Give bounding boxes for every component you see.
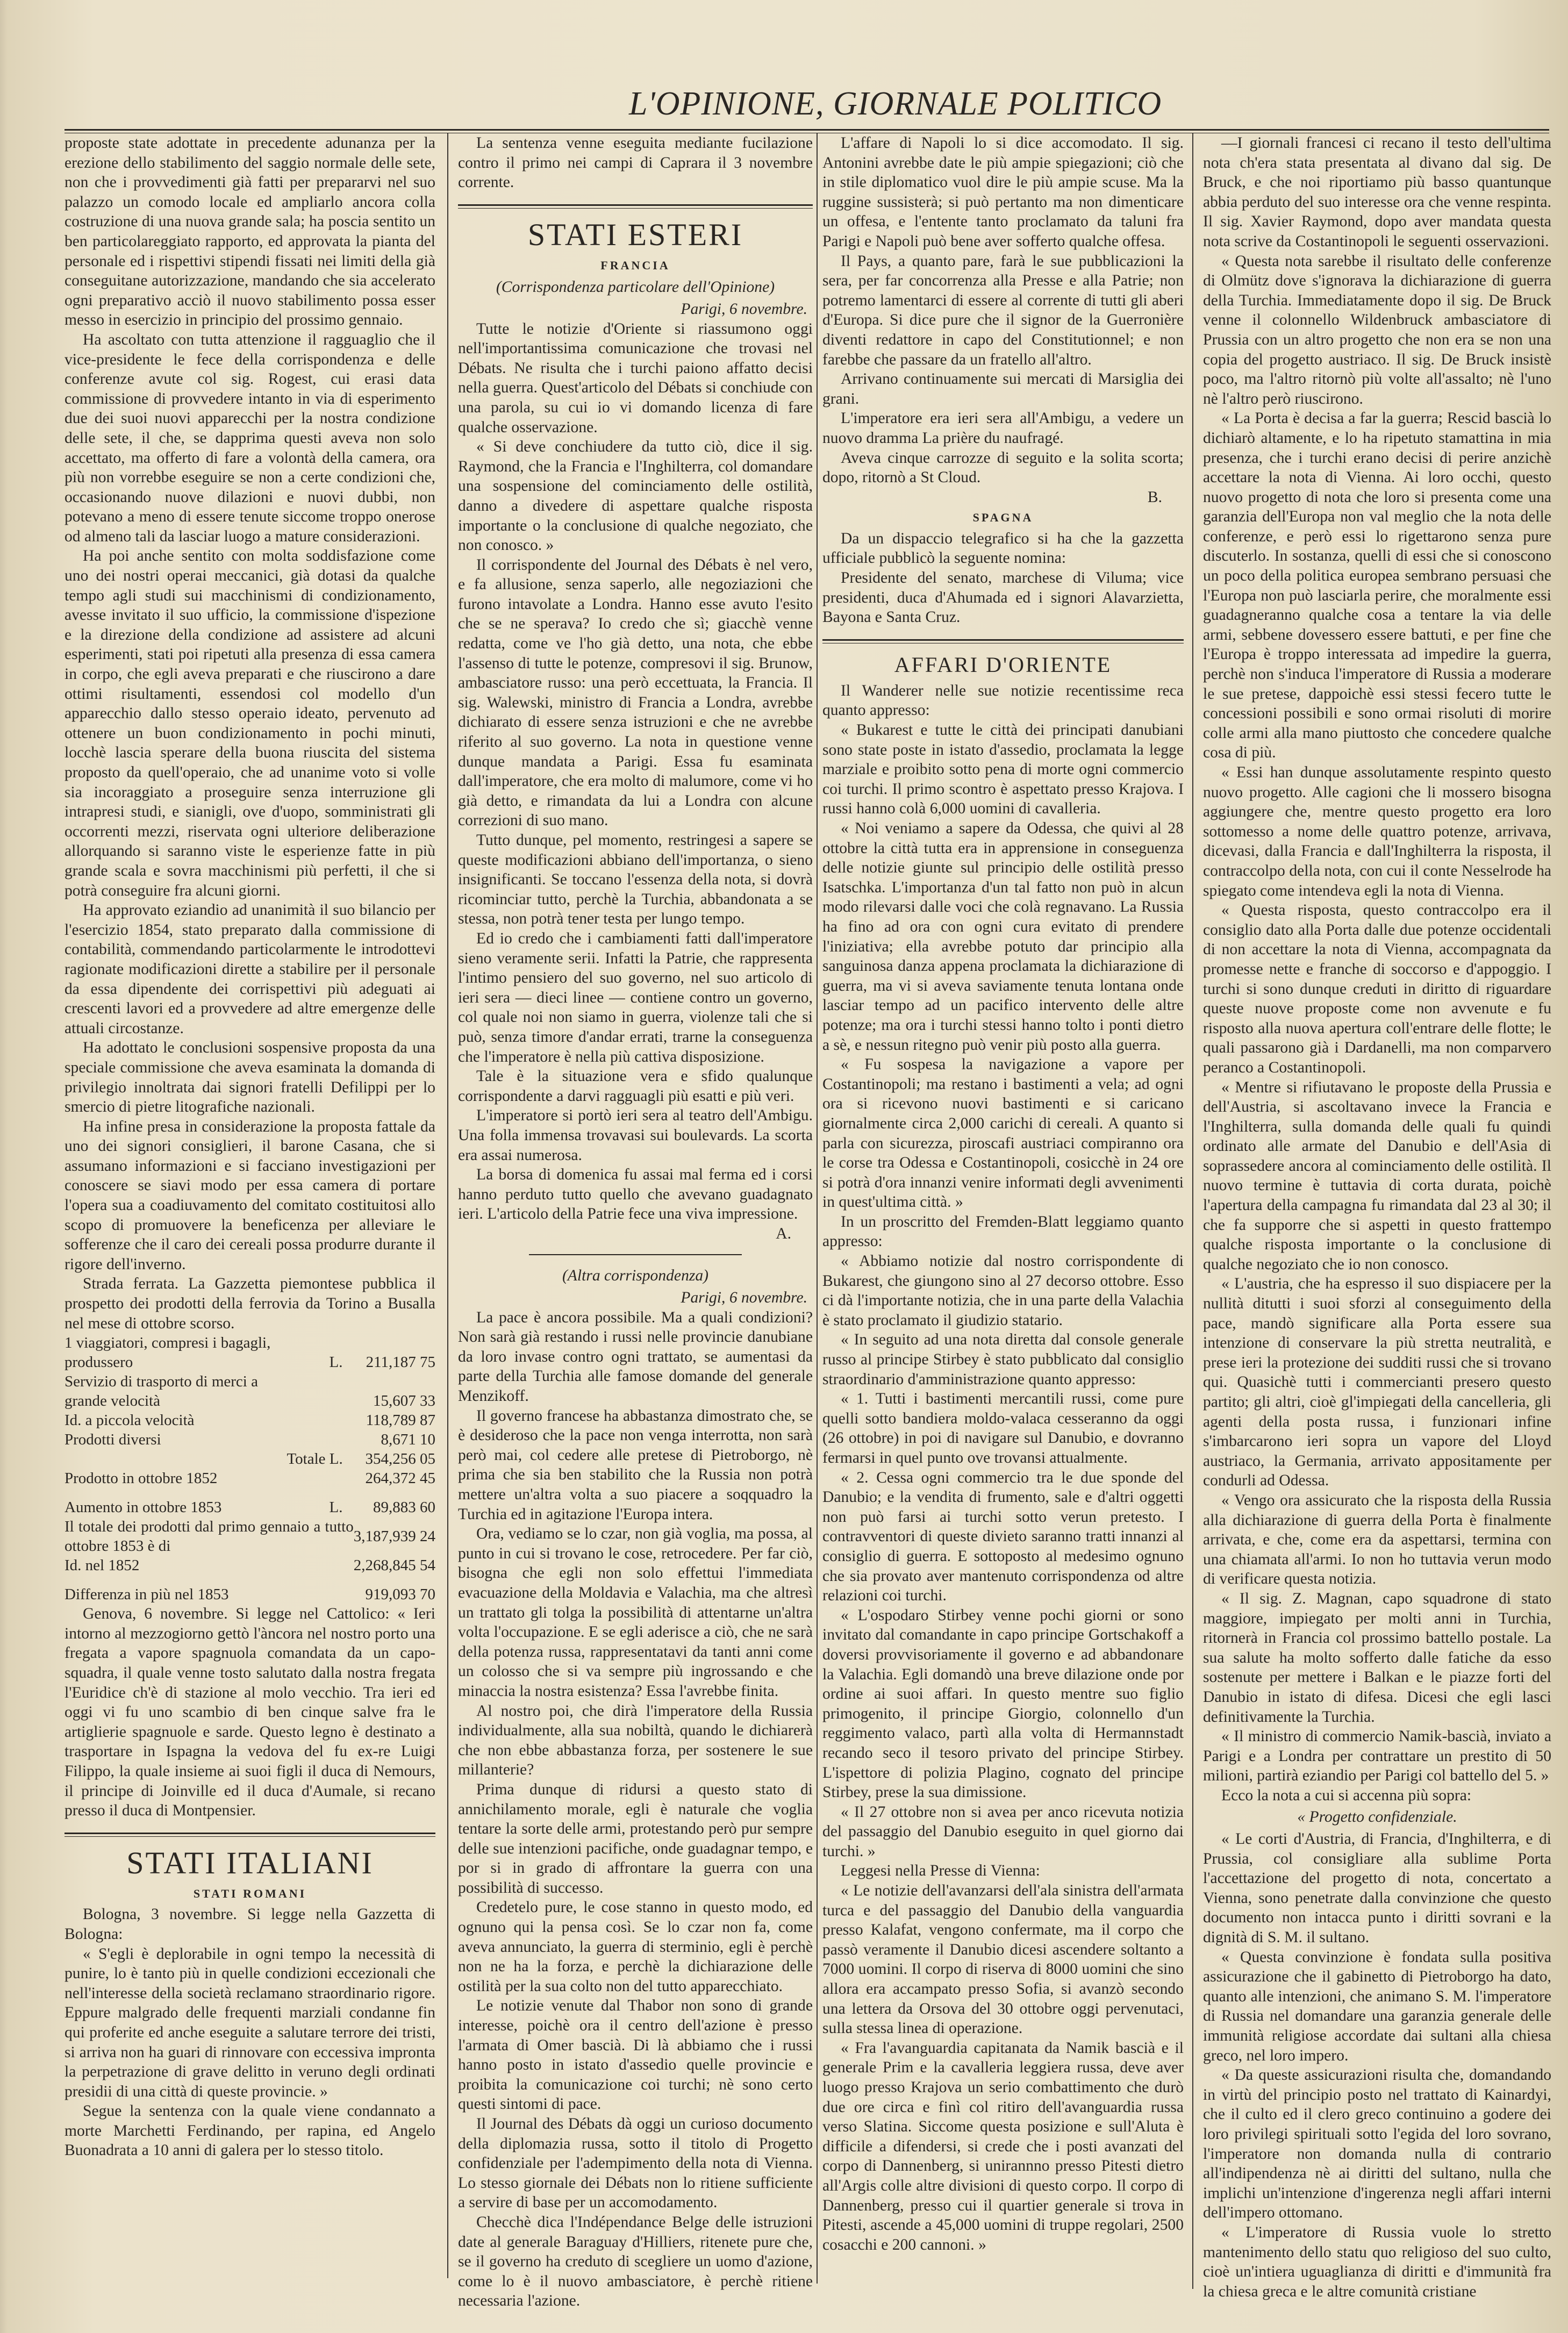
col4-paragraph: « Essi han dunque assolutamente respinto questo nuovo progetto. Alle cagioni che li mossero bisogna aggiungere che, mentre questo progetto era loro sottomesso a nome delle quattro potenze, arrivava, dicevasi, dalla Francia e dall'Inghilterra la risposta, il contraccolpo della nota, con cui il conte Nesselrode ha spiegato come intendeva egli la nota di Vienna. [1203, 764, 1551, 899]
col4-paragraph: « L'austria, che ha espresso il suo dispiacere per la nullità ditutti i suoi sforzi al conseguimento della pace, mandò significare alla Porta essere sua intenzione di conservare la più stretta neutralità, e prese ieri la protezione dei sudditi russi che si trovano qui. Quasichè tutti i commercianti presero questo partito; gli altri, cioè gl'impiegati della cancelleria, gli agenti della posta russa, i funzionari infine s'imbarcarono ieri sopra un vapore del Lloyd austriaco, la Germania, arrivato appositamente per condurli ad Odessa. [1203, 1275, 1551, 1490]
col3-paragraph: Leggesi nella Presse di Vienna: [841, 1862, 1040, 1880]
col4-paragraph: « Mentre si rifiutavano le proposte della Prussia e dell'Austria, si ascoltavano invece la Francia e l'Inghilterra, sulla domanda delle quali fu quindi ordinato alle armate del Danubio e dell'Asia di soprassedere ancora al cominciamento delle ostilità. Il nuovo termine è tuttavia di corta durata, poichè l'apertura della campagna fu rimandata dal 23 al 30; il che fa supporre che si aspetti in questo frattempo qualche risposta importante o la conclusione di qualche negoziato che io non conosco. [1203, 1078, 1551, 1273]
col1-paragraph: « S'egli è deplorabile in ogni tempo la necessità di punire, lo è tanto più in quelle condizioni eccezionali che nell'interesse della società reclamano straordinario rigore. Eppure malgrado delle frequenti marziali condanne fin qui proferite ed anche eseguite a salutare terrore dei tristi, si arriva non ha guari di rinnovare con eccessiva impronta la perpetrazione di grave delitto in veruno degli ordinati presidii di una città di queste provincie. » [65, 1945, 435, 2100]
subsection-heading: FRANCIA [600, 258, 670, 272]
col4-paragraph: « Da queste assicurazioni risulta che, domandando in virtù del principio posto nel trattato di Kainardyi, che il culto ed il clero greco continuino a godere dei loro privilegi spirituali sotto l'egida del loro sovrano, l'imperatore non domanda nulla di contrario all'indipendenza nè ai diritti del sultano, nulla che implichi un'intenzione d'ingerenza negli affari interni dell'impero ottomano. [1203, 2066, 1551, 2222]
column-2 [458, 133, 813, 2310]
col4-paragraph: « Il ministro di commercio Namik-bascià, inviato a Parigi e a Londra per contrattare un prestito di 50 milioni, partirà eziandio per Parigi col battello del 5. » [1203, 1728, 1551, 1785]
col3-paragraph: « Fu sospesa la navigazione a vapore per Costantinopoli; ma restano i bastimenti a vela; ad ogni ora si ricevono nuovi bastimenti e si caricano giornalmente circa 2,000 carichi di cereali. A quanto si parla con sicurezza, piroscafi austriaci compiranno ora le corse tra Odessa e Costantinopoli, cosicchè in 24 ore si potrà d'ora innanzi venire informati degli avvenimenti in quest'ultima città. » [822, 1056, 1184, 1211]
stats-value: 211,187 75 [366, 1354, 435, 1371]
col2-paragraph: « Si deve conchiudere da tutto ciò, dice il sig. Raymond, che la Francia e l'Inghilterra, col domandare una sospensione del cominciamento delle ostilità, danno a divedere di aspettare qualche risposta importante o la conclusione di qualche negoziato, che non conosco. » [458, 438, 813, 554]
col2-paragraph: Al nostro poi, che dirà l'imperatore della Russia individualmente, alla sua nobiltà, quando le dichiarerà che non ebbe abbastanza forza, per sostenere le sue millanterie? [458, 1702, 813, 1779]
col3-paragraph: « 2. Cessa ogni commercio tra le due sponde del Danubio; e la vendita di frumento, sale e d'altri oggetti non può farsi ai turchi sotto verun pretesto. I contravventori di queste divieto saranno tratti innanzi al consiglio di guerra. E sottoposto al medesimo ognuno che sia provato aver mantenuto corrispondenza od altre relazioni coi turchi. [822, 1469, 1184, 1605]
column-divider [817, 133, 818, 2284]
table-row [65, 1430, 435, 1449]
col4-paragraph: « La Porta è decisa a far la guerra; Rescid bascià lo dichiarò altamente, e lo ha ripetuto stamattina in mia presenza, che i turchi erano decisi di perire anzichè accettare la nota di Vienna. Ai loro occhi, questo nuovo progetto di nota che loro si presenta come una garanzia dell'Europa non val meglio che la nota delle conferenze, e però essi lo rigettarono senza pure discuterlo. In sostanza, quelli di essi che si conoscono un poco della politica europea sembrano persuasi che l'Europa non può lasciarla perire, che moralmente essi guadagneranno qualche cosa a tentare la via delle armi, sebbene dovessero essere battuti, e per fine che l'Europa è troppo interessata ad impedire la guerra, perchè non s'induca l'imperatore di Russia a moderare le sue pretese, dappoichè essi stessi fecero tutte le concessioni possibili e sono ormai risoluti di morire colle armi alla mano piuttosto che concedere qualche cosa di più. [1203, 410, 1551, 762]
col2-paragraph: Tutto dunque, pel momento, restringesi a sapere se queste modificazioni abbiano dell'importanza, o sieno insignificanti. Se toccano l'essenza della nota, si dovrà ricominciar tutto, perchè la Turchia, abbandonata a se stessa, non potrà tener testa per lungo tempo. [458, 832, 813, 928]
column-divider [447, 133, 448, 2278]
col3-paragraph: L'imperatore era ieri sera all'Ambigu, a vedere un nuovo dramma La prière du naufragé. [822, 410, 1184, 447]
col3-paragraph: « Bukarest e tutte le città dei principati danubiani sono state poste in istato d'assedio, proclamata la legge marziale e proibito sotto pena di morte ogni commercio coi turchi. Il primo scontro è aspettato presso Krajova. I russi hanno colà 6,000 uomini di cavalleria. [822, 721, 1184, 818]
col2-paragraph: Il governo francese ha abbastanza dimostrato che, se è desideroso che la pace non venga interrotta, non sarà però mai, col cedere alle pretese di Pietroborgo, nè prima che sia ben stabilito che la Russia non potrà mettere un'altra volta a suo piacere a soqquadro la Turchia ed in agitazione l'Europa intera. [458, 1407, 813, 1523]
stats-label: Id. nel 1852 [65, 1557, 140, 1575]
col2-paragraph: La borsa di domenica fu assai mal ferma ed i corsi hanno perduto tutto quello che avevano guadagnato ieri. L'articolo della Patrie fece una viva impressione. [458, 1166, 813, 1223]
col3-paragraph: L'affare di Napoli lo si dice accomodato. Il sig. Antonini avrebbe date le più ampie spiegazioni; ciò che in stile diplomatico vuol dire le più ampie scuse. Ma la ruggine sussisterà; si può pertanto ma non dimenticare un offesa, e l'entente tanto proclamato da taluni fra Parigi e Napoli può bene aver sofferto qualche offesa. [822, 134, 1184, 250]
progetto-heading: « Progetto confidenziale. [1297, 1808, 1457, 1826]
stats-value: 15,607 33 [373, 1392, 435, 1410]
col1-paragraph: Segue la sentenza con la quale viene condannato a morte Marchetti Ferdinando, per rapina, ed Angelo Buonadrata a 10 anni di galera per lo stesso titolo. [65, 2102, 435, 2159]
genova-paragraph: Genova, 6 novembre. Si legge nel Cattolico: « Ieri intorno al mezzogiorno gettò l'àncora nel nostro porto una fregata a vapore spagnuola comandata da un capo-squadra, il quale venne tosto salutato dalla nostra fregata l'Euridice ch'è di stazione al molo vecchio. Tra ieri ed oggi vi fu uno scambio di ben cinque salve fra le artiglierie spagnuole e sarde. Questo legno è destinato a trasportare in Ispagna la vedova del fu ex-re Luigi Filippo, la quale insieme ai suoi figli il duca di Nemours, il principe di Joinville ed il duca d'Aumale, si recano presso il duca di Montpensier. [65, 1605, 435, 1820]
stats-label: Totale L. [287, 1450, 343, 1468]
col2-paragraph: Ed io credo che i cambiamenti fatti dall'imperatore sieno veramente serii. Infatti la Patrie, che rappresenta l'intimo pensiero del suo governo, nel suo articolo di ieri sera — dieci linee — contiene contro un governo, col quale noi non siamo in guerra, violenze tali che si può, senza timore d'andar errati, trarne la conseguenza che l'imperatore è nella più cattiva disposizione. [458, 929, 813, 1065]
col4-paragraph: « Vengo ora assicurato che la risposta della Russia alla dichiarazione di guerra della Porta è finalmente arrivata, e che, come era da aspettarsi, termina con una chiamata all'armi. Io non ho tuttavia verun modo di verificare questa notizia. [1203, 1491, 1551, 1588]
stats-unit: L. [329, 1354, 343, 1371]
table-row [65, 1575, 435, 1585]
col3-paragraph: « Le notizie dell'avanzarsi dell'ala sinistra dell'armata turca e del passaggio del Danubio della vanguardia presso Kalafat, vengono confermate, ma il corpo che passò veramente il Danubio dicesi ascendere soltanto a 7000 uomini. Il corpo di riserva di 8000 uomini che sino allora era accampato presso Sofia, si avanzò secondo una lettera da Orsova del 30 ottobre oggi pervenutaci, sulla stessa linea di operazione. [822, 1882, 1184, 2037]
dateline: Parigi, 6 novembre. [681, 300, 807, 318]
stats-value: 89,883 60 [373, 1499, 435, 1516]
stats-value: 118,789 87 [366, 1412, 435, 1429]
stats-value: 354,256 05 [365, 1450, 435, 1468]
stats-value: 8,671 10 [381, 1431, 435, 1449]
col2-paragraph: La pace è ancora possibile. Ma a quali condizioni? Non sarà già restando i russi nelle provincie danubiane da loro invase contro ogni trattato, se aumentasi da parte della Turchia alle famose domande del generale Menzikoff. [458, 1308, 813, 1405]
stats-label: produssero [65, 1354, 133, 1371]
col3-paragraph: Da un dispaccio telegrafico si ha che la gazzetta ufficiale pubblicò la seguente nomina: [822, 529, 1184, 567]
col2-paragraph: Prima dunque di ridursi a questo stato di annichilamento morale, egli è naturale che voglia tentare la sorte delle armi, protestando però pur sempre delle sue intenzioni pacifiche, onde guadagnar tempo, e por si in grado di affrontare la guerra con una possibilità di successo. [458, 1780, 813, 1897]
col1-paragraph: Ha ascoltato con tutta attenzione il ragguaglio che il vice-presidente le fece della corrispondenza e delle conferenze avute col sig. Rogest, cui erasi data commissione di provvedere intanto in via di esperimento due dei suoi nuovi apparecchi per la nostra condizione delle sete, il che, se dapprima questi aveva non solo accettato, ma offerto di fare a volontà della camera, ora più non vorrebbe eseguire se non a certe condizioni che, occasionando nuove dilazioni e nuovi dubbi, non potevano a meno di essere tenute siccome troppo onerose od almeno tali da lasciar luogo a mature considerazioni. [65, 331, 435, 545]
section-rule [458, 204, 813, 209]
col3-paragraph: Arrivano continuamente sui mercati di Marsiglia dei grani. [822, 370, 1184, 407]
stats-label: Prodotto in ottobre 1852 [65, 1470, 218, 1487]
col1-paragraph: Bologna, 3 novembre. Si legge nella Gazzetta di Bologna: [65, 1906, 435, 1943]
table-row [65, 1391, 435, 1411]
stats-label: Prodotti diversi [65, 1431, 161, 1449]
col3-paragraph: « 1. Tutti i bastimenti mercantili russi, come pure quelli sotto bandiera moldo-valaca cesseranno da oggi (26 ottobre) in poi di navigare sul Danubio, e dovranno fermarsi in quel punto ove trovansi attualmente. [822, 1390, 1184, 1466]
table-row [65, 1556, 435, 1575]
stats-label: Aumento in ottobre 1853 [65, 1499, 222, 1516]
col2-paragraph: L'imperatore si portò ieri sera al teatro dell'Ambigu. Una folla immensa trovavasi sui boulevards. La scorta era assai numerosa. [458, 1107, 813, 1164]
col4-paragraph: « Le corti d'Austria, di Francia, d'Inghilterra, e di Prussia, col consigliare alla sublime Porta l'accettazione del progetto di nota, concertato a Vienna, sono penetrate dalla convinzione che questo documento non intacca punto i diritti sovrani e la dignità di S. M. il sultano. [1203, 1830, 1551, 1946]
col2-paragraph: Tale è la situazione vera e sfido qualunque corrispondente a darvi ragguagli più esatti e più veri. [458, 1068, 813, 1105]
subsection-heading: STATI ROMANI [193, 1886, 307, 1900]
table-row [65, 1469, 435, 1488]
stats-label: 1 viaggiatori, compresi i bagagli, [65, 1334, 271, 1352]
col3-paragraph: « Noi veniamo a sapere da Odessa, che quivi al 28 ottobre la città tutta era in apprensione in conseguenza delle notizie giunte sul principio delle ostilità presso Isatschka. L'importanza d'un tal fatto non può in alcun modo rilevarsi dalle voci che colà regnavano. La Russia ha fino ad ora con ogni cura evitato di prendere l'iniziativa; ella avrebbe potuto dar principio alla sanguinosa danza appena proclamata la dichiarazione di guerra, ma vi si aveva saviamente tenuta lontana onde lasciar tempo ad un pacifico intervento delle altre potenze; ma ora i turchi stessi hanno tolto i ponti dietro a sè, e nessun ritegno può venir più posto alla guerra. [822, 820, 1184, 1054]
stats-value: 2,268,845 54 [353, 1557, 435, 1575]
column-4 [1203, 133, 1551, 2300]
column-3 [822, 133, 1184, 2289]
col3-paragraph: « In seguito ad una nota diretta dal console generale russo al principe Stirbey è stato pubblicato dal consiglio straordinario d'amministrazione quanto appresso: [822, 1331, 1184, 1388]
col3-paragraph: « Abbiamo notizie dal nostro corrispondente di Bukarest, che giungono sino al 27 decorso ottobre. Esso ci dà l'importante notizia, che in una parte della Valachia è stato proclamato il giudizio statario. [822, 1253, 1184, 1329]
stats-label: grande velocità [65, 1392, 160, 1410]
col3-paragraph: Aveva cinque carrozze di seguito e la solita scorta; dopo, ritornò a St Cloud. [822, 449, 1184, 486]
col3-paragraph: In un proscritto del Fremden-Blatt leggiamo quanto appresso: [822, 1213, 1184, 1250]
col2-paragraph: Tutte le notizie d'Oriente si riassumono oggi nell'importantissima comunicazione che trovasi nel Débats. Ne risulta che i turchi paiono affatto decisi nella guerra. Quest'articolo del Débats si conchiude con una parola, su cui io vi domando licenza di fare qualche osservazione. [458, 320, 813, 436]
page-shadow-left [0, 0, 8, 2333]
stats-label: Differenza in più nel 1853 [65, 1586, 229, 1604]
stats-label: Il totale dei prodotti dal primo gennaio a tutto ottobre 1853 è di [65, 1518, 354, 1555]
railway-stats-table [65, 1333, 435, 1604]
col4-paragraph: Ecco la nota a cui si accenna più sopra: [1221, 1786, 1472, 1804]
col2-paragraph: La sentenza venne eseguita mediante fucilazione contro il primo nei campi di Caprara il 3 novembre corrente. [458, 134, 813, 191]
section-rule [822, 639, 1184, 643]
col3-paragraph: « Fra l'avanguardia capitanata da Namik bascià e il generale Prim e la cavalleria leggiera russa, deve aver luogo presso Krajova un serio combattimento che durò due ore circa e finì col ritiro dell'avanguardia russa verso Slatina. Siccome questa posizione e sull'Aluta è difficile a difendersi, si crede che i posti avanzati del corpo di Dannenberg, si unirannno presso Pitesti dietro all'Argis colle altre divisioni di questo corpo. Il corpo di Dannenberg, presso cui il quartier generale si trova in Pitesti, ascende a 45,000 uomini di truppe regolari, 2500 cosacchi e 200 cannoni. » [822, 2039, 1184, 2253]
railway-intro: Strada ferrata. La Gazzetta piemontese pubblica il prospetto dei prodotti della ferrovia da Torino a Busalla nel mese di ottobre scorso. [65, 1275, 435, 1332]
col2-paragraph: Le notizie venute dal Thabor non sono di grande interesse, poichè ora il centro dell'azione è presso l'armata di Omer bascià. Di là abbiamo che i russi hanno posto in istato d'assedio quelle provincie e proibita la comunicazione coi turchi; nè sono certo questi sintomi di pace. [458, 1997, 813, 2113]
col4-paragraph: « Questa risposta, questo contraccolpo era il consiglio dato alla Porta dalle due potenze occidentali di non accettare la nota di Vienna, accompagnata da promesse nette e franche di soccorso e d'appoggio. I turchi si sono dunque creduti in diritto di riguardare queste nuove proposte come non avvenute e fu risposto alla nuova apertura coll'entrare delle flotte; le quali passarono già i Dardanelli, ma non comparvero peranco a Costantinopoli. [1203, 901, 1551, 1076]
col2-paragraph: Ora, vediamo se lo czar, non già voglia, ma possa, al punto in cui si trovano le cose, retrocedere. Per far ciò, bisogna che egli non solo effettui l'immediata evacuazione della Moldavia e Valachia, ma che altresì un trattato gli tolga la possibilità di attentarne un'altra volta l'occupazione. E se egli aderisce a ciò, che ne sarà della potenza russa, rappresentatavi da tanti anni come un colosso che si va sempre più ingrossando e che minaccia la nostra esistenza? Essa l'avrebbe finita. [458, 1525, 813, 1700]
col3-paragraph: Presidente del senato, marchese di Viluma; vice presidenti, duca d'Ahumada ed i signori Alavarzietta, Bayona e Santa Cruz. [822, 569, 1184, 626]
section-heading: STATI ESTERI [527, 217, 743, 252]
col4-paragraph: —I giornali francesi ci recano il testo dell'ultima nota ch'era stata presentata al divano dal sig. De Bruck, e che noi riportiamo più basso quantunque abbia perduto del suo interesse ora che venne respinta. Il sig. Xavier Raymond, dopo aver mandata questa nota scrive da Costantinopoli le seguenti osservazioni. [1203, 134, 1551, 250]
section-heading: STATI ITALIANI [126, 1845, 374, 1880]
stats-value: 264,372 45 [365, 1470, 435, 1487]
table-row [65, 1585, 435, 1604]
table-row [65, 1498, 435, 1517]
table-row [65, 1352, 435, 1372]
col4-paragraph: « L'imperatore di Russia vuole lo stretto mantenimento dello statu quo religioso del suo culto, cioè un'intiera uguaglianza di diritti e d'immunità fra la chiesa greca e le altre comunità cristiane [1203, 2223, 1551, 2300]
col1-paragraph: proposte state adottate in precedente adunanza per la erezione dello stabilimento del saggio normale delle sete, non che i provvedimenti già fatti per prepararvi nel suo palazzo un comodo locale ed ampliarlo ancora colla costruzione di una nuova grande sala; ha poscia sentito un ben particolareggiato rapporto, ed approvata la pianta del personale ed i rispettivi stipendi fissati nei limiti della già conseguitane autorizzazione, mandando che sia accelerato ogni preparativo acciò il nuovo stabilimento possa esser messo in esercizio in principio del prossimo gennaio. [65, 134, 435, 329]
stats-label: Servizio di trasporto di merci a [65, 1373, 258, 1391]
section-heading: AFFARI D'ORIENTE [894, 652, 1112, 677]
masthead-title: L'OPINIONE, GIORNALE POLITICO [629, 85, 1162, 122]
stats-value: 3,187,939 24 [353, 1528, 435, 1545]
col1-paragraph: Ha infine presa in considerazione la proposta fattale da uno dei signori consiglieri, il barone Casana, che si assumano informazioni e si facciano investigazioni per conoscere se siavi modo per essa camera di portare l'opera sua a coadiuvamento del comitato costituitosi allo scopo di promuovere la beneficenza per alleviare le sofferenze che il caro dei cereali possa produrre durante il rigore dell'inverno. [65, 1118, 435, 1273]
subsection-heading: SPAGNA [972, 511, 1034, 525]
table-row [65, 1333, 435, 1352]
col3-paragraph: « Il 27 ottobre non si avea per anco ricevuta notizia del passaggio del Danubio eseguito in quel giorno dai turchi. » [822, 1803, 1184, 1860]
signature: B. [1147, 488, 1162, 506]
col2-paragraph: Il corrispondente del Journal des Débats è nel vero, e fa allusione, senza saperlo, alle negoziazioni che furono intavolate a Londra. Hanno esse avuto l'esito che se ne sperava? Io credo che sì; giacchè venne redatta, come ve l'ho già detto, una nota, che ebbe l'assenso di tutte le potenze, compresovi il sig. Brunow, ambasciatore russo: una però eccettuata, la Francia. Il sig. Walewski, ministro di Francia a Londra, avrebbe dichiarato di essere senza istruzioni e che ne avrebbe riferito al suo governo. La nota in questione venne dunque mandata a Parigi. Essa fu esaminata dall'imperatore, che era molto di malumore, come vi ho già detto, e rimandata da lui a Londra con alcune correzioni di suo mano. [458, 556, 813, 829]
col2-paragraph: Checchè dica l'Indépendance Belge delle istruzioni date al generale Baraguay d'Hilliers, ritenete pure che, se il governo ha creduto di scegliere un uomo d'azione, come lo è il nuovo ambasciatore, è perchè ritiene necessaria l'azione. [458, 2213, 813, 2310]
col1-paragraph: Ha adottato le conclusioni sospensive proposta da una speciale commissione che aveva esaminata la domanda di privilegio innoltrata dai signori fratelli Defilippi per lo smercio di pietre litografiche nazionali. [65, 1039, 435, 1116]
stats-label: Id. a piccola velocità [65, 1412, 195, 1429]
section-rule [65, 1833, 435, 1837]
col1-paragraph: Ha poi anche sentito con molta soddisfazione come uno dei nostri operai meccanici, già dotasi da qualche tempo agli studi sui macchinismi di condizionamento, avesse invitato il suo ufficio, la commissione d'ispezione e la direzione della condizione ad assistere ad alcuni esperimenti, stati poi ripetuti alla presenza di essa camera in corpo, che egli aveva preparati e che riuscirono a dare ottimi risultamenti, essendosi col modello d'un apparecchio dallo stesso operaio ideato, pervenuto ad ottenere un buon condizionamento in pochi minuti, locchè lascia sperare della buona riuscita del sistema proposto da quell'operaio, che ad unanime voto si volle sia incoraggiato a proseguire senza interruzione gli intrapresi studi, e sianigli, ove d'uopo, somministrati gli occorrenti mezzi, riservata ogni ulteriore deliberazione allorquando si saranno viste le esperienze fatte in più grande scala e sovra macchinismi più perfetti, il che si potrà conseguire fra alcuni giorni. [65, 547, 435, 899]
correspondence-note: (Altra corrispondenza) [562, 1267, 709, 1285]
table-row [65, 1488, 435, 1498]
table-row [65, 1449, 435, 1469]
divider [529, 1254, 742, 1255]
col2-paragraph: Credetelo pure, le cose stanno in questo modo, ed ognuno qui la pensa così. Se lo czar non fa, come aveva annunciato, la guerra di sterminio, egli è perchè non ne ha la forza, e perchè la dichiarazione delle ostilità per la sua colto non del tutto apparecchiato. [458, 1899, 813, 1995]
col4-paragraph: « Questa nota sarebbe il risultato delle conferenze di Olmütz dove s'ignorava la dichiarazione di guerra della Turchia. Immediatamente dopo il sig. De Bruck venne il colonnello Wildenbruck ambasciatore di Prussia con un altro progetto che non era se non una copia del progetto austriaco. Il sig. De Bruck insistè poco, ma l'altro ritornò più volte all'assalto; nè l'uno nè l'altro però riuscirono. [1203, 252, 1551, 407]
col3-paragraph: Il Pays, a quanto pare, farà le sue pubblicazioni la sera, per far concorrenza alla Presse e alla Patrie; non potremo lamentarci di essere al corrente di tutti gli aberi d'Europa. Si dice pure che il signor de la Guerronière diventi redattore in capo del Constitutionnel; e non farebbe che passare da un fratello all'altro. [822, 252, 1184, 368]
col2-paragraph: Il Journal des Débats dà oggi un curioso documento della diplomazia russa, sotto il titolo di Progetto confidenziale per l'adempimento della nota di Vienna. Lo stesso giornale dei Débats non lo ritiene sufficiente a servire di base per un accomodamento. [458, 2115, 813, 2212]
stats-unit: L. [329, 1499, 343, 1516]
correspondence-note: (Corrispondenza particolare dell'Opinione) [496, 278, 775, 296]
column-1 [65, 133, 435, 2284]
col3-paragraph: « L'ospodaro Stirbey venne pochi giorni or sono invitato dal comandante in capo principe Gortschakoff a doversi provvisoriamente il governo e ad abbandonare la Valachia. Egli domandò una breve dilazione onde por ordine ai suoi affari. In questo mentre suo figlio primogenito, il principe Giorgio, colonnello d'un reggimento valaco, partì alla volta di Hermannstadt recando seco il tesoro privato del principe Stirbey. L'ispettore di polizia Plagino, cognato del principe Stirbey, prese la sua dimissione. [822, 1606, 1184, 1801]
signature: A. [776, 1225, 791, 1242]
dateline: Parigi, 6 novembre. [681, 1289, 807, 1307]
stats-value: 919,093 70 [365, 1586, 435, 1604]
col3-paragraph: Il Wanderer nelle sue notizie recentissime reca quanto appresso: [822, 682, 1184, 719]
column-divider [1192, 133, 1193, 2289]
table-row [65, 1517, 435, 1556]
table-row [65, 1372, 435, 1391]
col4-paragraph: « Il sig. Z. Magnan, capo squadrone di stato maggiore, impiegato per molti anni in Turchia, ritornerà in Francia col prossimo battello postale. La sua salute ha molto sofferto dalle fatiche da esso sostenute per mettere i Balkan e le piazze forti del Danubio in istato di difesa. Dicesi che egli lasci definitivamente la Turchia. [1203, 1590, 1551, 1726]
table-row [65, 1411, 435, 1430]
col4-paragraph: « Questa convinzione è fondata sulla positiva assicurazione che il gabinetto di Pietroborgo ha dato, quanto alle intenzioni, che animano S. M. l'imperatore di Russia nel domandare una garanzia generale delle immunità religiose accordate dai sultani alla chiesa greco, nel loro impero. [1203, 1948, 1551, 2064]
masthead-rule [65, 129, 1549, 133]
col1-paragraph: Ha approvato eziandio ad unanimità il suo bilancio per l'esercizio 1854, stato preparato dalla commissione di contabilità, commendando particolarmente le introdottevi ragionate modificazioni dirette a stabilire per il personale da essa dipendente dei corrispettivi più adeguati ai crescenti lavori ed a provvedere ad altre emergenze delle attuali circostanze. [65, 901, 435, 1037]
